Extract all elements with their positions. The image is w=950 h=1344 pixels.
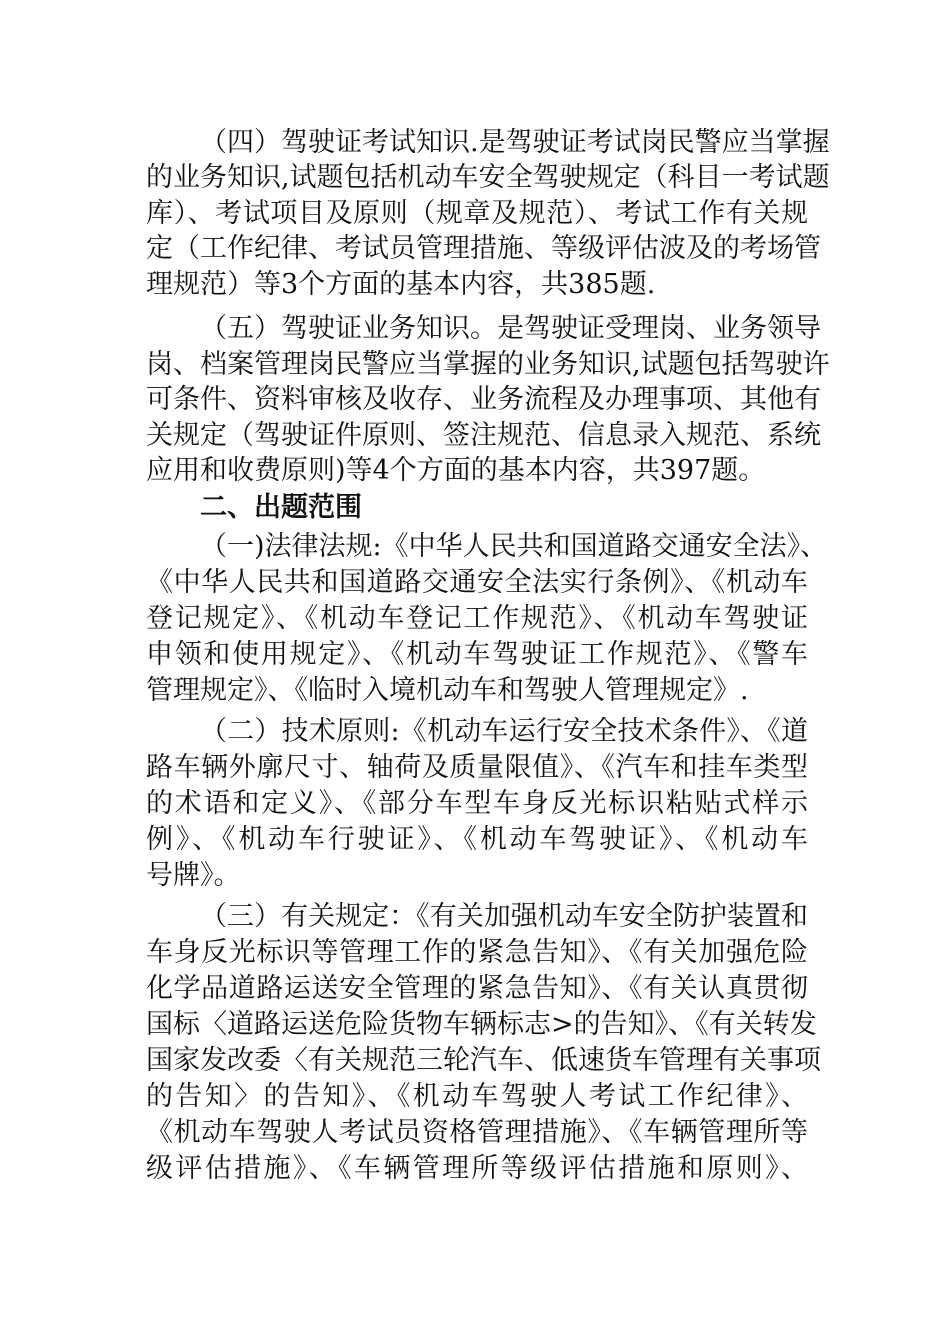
paragraph-line: 岗、档案管理岗民警应当掌握的业务知识,试题包括驾驶许 bbox=[146, 349, 830, 380]
paragraph-line: （五）驾驶证业务知识。是驾驶证受理岗、业务领导 bbox=[200, 313, 821, 344]
paragraph-line: 路车辆外廓尺寸、轴荷及质量限值》、《汽车和挂车类型 bbox=[146, 752, 808, 783]
paragraph-line: 登记规定》、《机动车登记工作规范》、《机动车驾驶证 bbox=[146, 603, 808, 634]
paragraph-line: 管理规定》、《临时入境机动车和驾驶人管理规定》. bbox=[146, 675, 749, 706]
paragraph-line: 级评估措施》、《车辆管理所等级评估措施和原则》、 bbox=[146, 1153, 808, 1184]
paragraph-line: 定（工作纪律、考试员管理措施、等级评估波及的考场管 bbox=[146, 233, 821, 264]
paragraph-line: 化学品道路运送安全管理的紧急告知》、《有关认真贯彻 bbox=[146, 973, 808, 1004]
paragraph-line: （一)法律法规:《中华人民共和国道路交通安全法》、 bbox=[200, 531, 828, 562]
paragraph-line: 申领和使用规定》、《机动车驾驶证工作规范》、《警车 bbox=[146, 639, 808, 670]
paragraph-line: 例》、《机动车行驶证》、《机动车驾驶证》、《机动车 bbox=[146, 824, 808, 855]
paragraph-line: （四）驾驶证考试知识.是驾驶证考试岗民警应当掌握 bbox=[200, 127, 830, 158]
paragraph-line: （三）有关规定：《有关加强机动车安全防护装置和 bbox=[200, 901, 808, 932]
paragraph-line: 可条件、资料审核及收存、业务流程及办理事项、其他有 bbox=[146, 384, 821, 415]
paragraph-line: 《中华人民共和国道路交通安全法实行条例》、《机动车 bbox=[146, 567, 808, 598]
paragraph-line: 号牌》。 bbox=[146, 860, 241, 891]
paragraph-line: （二）技术原则:《机动车运行安全技术条件》、《道 bbox=[200, 716, 808, 747]
paragraph-line: 的业务知识,试题包括机动车安全驾驶规定（科目一考试题 bbox=[146, 162, 830, 193]
paragraph-line: 的术语和定义》、《部分车型车身反光标识粘贴式样示 bbox=[146, 788, 808, 819]
paragraph-line: 库）、考试项目及原则（规章及规范）、考试工作有关规 bbox=[146, 198, 808, 229]
paragraph-line: 《机动车驾驶人考试员资格管理措施》、《车辆管理所等 bbox=[146, 1117, 808, 1148]
paragraph-line: 国家发改委〈有关规范三轮汽车、低速货车管理有关事项 bbox=[146, 1045, 821, 1076]
paragraph-line: 应用和收费原则)等4个方面的基本内容，共397题。 bbox=[146, 455, 766, 486]
paragraph-line: 理规范）等3个方面的基本内容，共385题. bbox=[146, 269, 656, 300]
paragraph-line: 车身反光标识等管理工作的紧急告知》、《有关加强危险 bbox=[146, 937, 808, 968]
section-heading: 二、出题范围 bbox=[200, 492, 362, 523]
paragraph-line: 关规定（驾驶证件原则、签注规范、信息录入规范、系统 bbox=[146, 420, 821, 451]
paragraph-line: 国标〈道路运送危险货物车辆标志>的告知》、《有关转发 bbox=[146, 1009, 817, 1040]
paragraph-line: 的告知〉的告知》、《机动车驾驶人考试工作纪律》、 bbox=[146, 1081, 808, 1112]
